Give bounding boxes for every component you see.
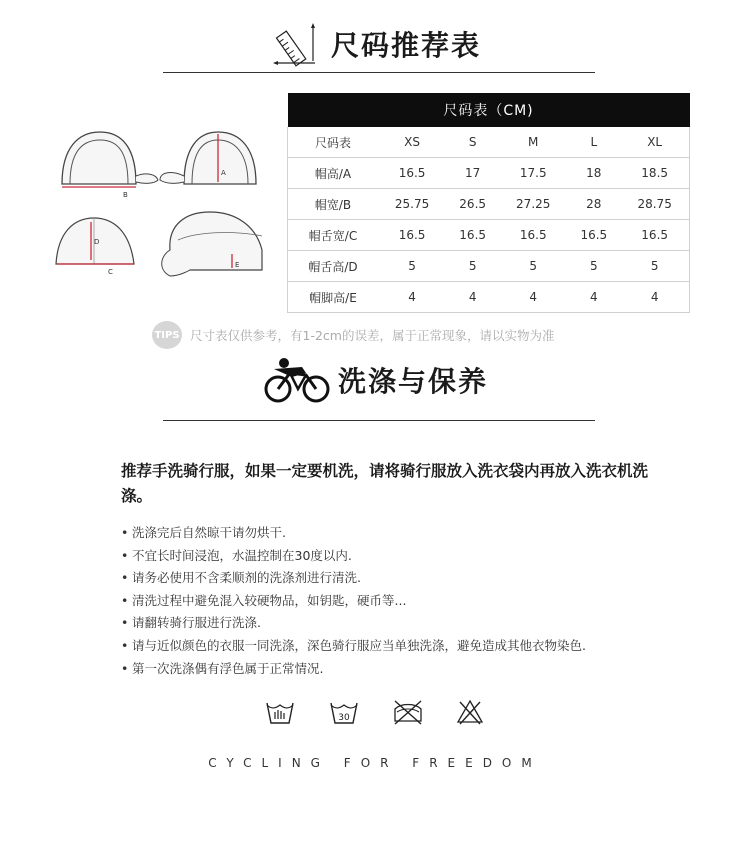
list-item: • 洗涤完后自然晾干请勿烘干.: [121, 525, 286, 540]
label-d: D: [94, 238, 100, 246]
wash-30-icon: [327, 697, 361, 727]
size-chart-header: [0, 16, 750, 72]
table-cell: 27.25: [499, 189, 567, 220]
table-row: [288, 220, 690, 251]
table-header-cell: L: [567, 127, 620, 158]
table-cell: 帽舌高/D: [288, 251, 379, 282]
list-item: • 清洗过程中避免混入较硬物品，如钥匙，硬币等...: [121, 592, 407, 608]
table-cell: 5: [446, 251, 499, 282]
cyclist-icon: [262, 357, 332, 403]
table-cell: 17: [446, 158, 499, 189]
table-header-cell: XL: [620, 127, 689, 158]
size-header-divider: [163, 72, 595, 73]
list-item: • 不宜长时间浸泡，水温控制在30度以内.: [121, 547, 352, 563]
table-cell: 帽宽/B: [288, 189, 379, 220]
table-cell: 16.5: [378, 158, 446, 189]
table-cell: 4: [499, 282, 567, 313]
care-instructions-list: [121, 522, 681, 680]
table-cell: 5: [567, 251, 620, 282]
table-row: [288, 282, 690, 313]
table-cell: 16.5: [620, 220, 689, 251]
table-cell: 28.75: [620, 189, 689, 220]
tips-note: [152, 321, 554, 349]
svg-text:30: 30: [338, 713, 350, 723]
table-cell: 25.75: [378, 189, 446, 220]
label-a: A: [221, 169, 226, 177]
tips-text: 尺寸表仅供参考，有1-2cm的误差，属于正常现象，请以实物为准: [190, 328, 555, 343]
list-item: • 请与近似颜色的衣服一同洗涤，深色骑行服应当单独洗涤，避免造成其他衣物染色.: [121, 637, 586, 653]
table-cell: 16.5: [446, 220, 499, 251]
table-cell: 4: [620, 282, 689, 313]
tips-badge: TIPS: [152, 321, 182, 349]
size-table: [287, 93, 690, 313]
list-item: • 请翻转骑行服进行洗涤.: [121, 615, 261, 631]
table-cell: 4: [378, 282, 446, 313]
slogan: CYCLING FOR FREEDOM: [208, 756, 542, 770]
table-header-row: [288, 127, 690, 158]
table-cell: 帽高/A: [288, 158, 379, 189]
wash-header-divider: [163, 420, 595, 421]
cap-perspective-diagram: [162, 212, 262, 276]
table-row: [288, 251, 690, 282]
table-header-cell: S: [446, 127, 499, 158]
table-cell: 16.5: [378, 220, 446, 251]
table-cell: 18.5: [620, 158, 689, 189]
table-cell: 5: [499, 251, 567, 282]
list-item: • 第一次洗涤偶有浮色属于正常情况.: [121, 660, 324, 676]
table-cell: 18: [567, 158, 620, 189]
table-row: [288, 189, 690, 220]
size-table-title: 尺码表（CM): [288, 93, 690, 127]
wash-lead-text: 推荐手洗骑行服，如果一定要机洗，请将骑行服放入洗衣袋内再放入洗衣机洗涤。: [121, 462, 649, 505]
ruler-icon: [269, 21, 319, 67]
table-cell: 26.5: [446, 189, 499, 220]
cap-side-diagram: [160, 132, 256, 184]
list-item: • 请务必使用不含柔顺剂的洗涤剂进行清洗.: [121, 570, 361, 586]
table-cell: 4: [567, 282, 620, 313]
table-cell: 16.5: [499, 220, 567, 251]
hand-wash-icon: [263, 697, 297, 727]
table-row: [288, 158, 690, 189]
label-c: C: [108, 268, 113, 276]
cap-measurement-diagrams: [50, 118, 270, 288]
care-symbols: [263, 697, 493, 727]
table-header-cell: M: [499, 127, 567, 158]
table-header-cell: 尺码表: [288, 127, 379, 158]
label-e: E: [235, 261, 240, 269]
size-chart-title: 尺码推荐表: [330, 29, 481, 62]
wash-care-header: [0, 352, 750, 408]
label-b: B: [123, 191, 128, 199]
table-cell: 28: [567, 189, 620, 220]
table-cell: 帽舌宽/C: [288, 220, 379, 251]
cap-front-diagram: [62, 132, 158, 199]
table-cell: 17.5: [499, 158, 567, 189]
cap-top-diagram: [56, 218, 134, 276]
no-tumble-dry-icon: [391, 697, 425, 727]
no-bleach-icon: [453, 697, 487, 727]
table-cell: 16.5: [567, 220, 620, 251]
table-cell: 4: [446, 282, 499, 313]
table-cell: 帽脚高/E: [288, 282, 379, 313]
table-cell: 5: [378, 251, 446, 282]
table-header-cell: XS: [378, 127, 446, 158]
wash-care-title: 洗涤与保养: [337, 365, 488, 398]
table-cell: 5: [620, 251, 689, 282]
